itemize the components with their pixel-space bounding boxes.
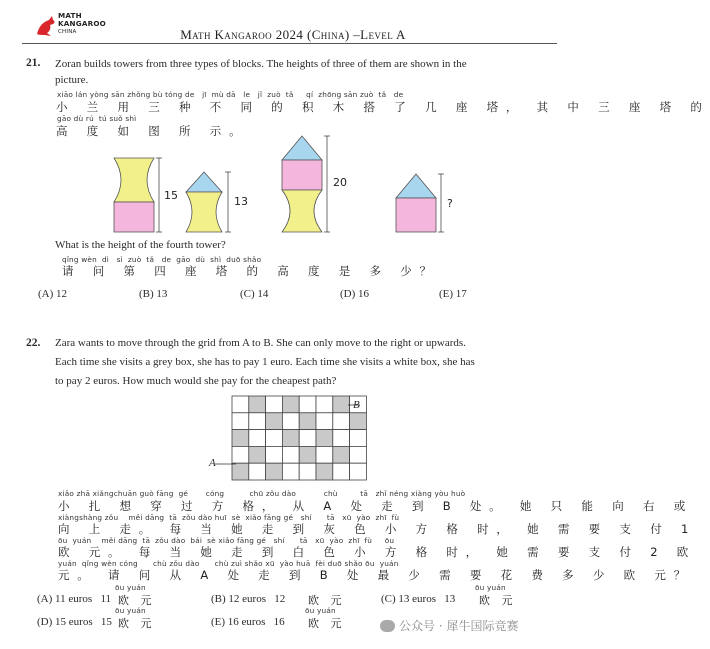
q22-pinyin-line2: xiàngshàng zǒu měi dāng tā zǒu dào huī sè xiǎo fāng gé shí tā xū yào zhī fù [58,513,400,522]
option-d-chinese: 欧 元 [118,617,156,630]
q22-pinyin-line4: yuán qǐng wèn cóng chù zǒu dào chù zuì shǎo xū yào huā fèi duō shǎo ōu yuán [58,559,399,568]
grid-cell [249,430,266,447]
option-b-text: (B) 12 euros 12 [211,593,286,605]
tower-4 [396,174,453,232]
grid-cell [299,396,316,413]
option-c-chinese: 欧 元 [479,594,517,607]
grid-cell [249,413,266,430]
q22-chinese-line3: 欧 元。 每 当 她 走 到 白 色 小 方 格 时， 她 需 要 支 付 2 欧 [58,545,697,559]
q21-chinese-line2: 高 度 如 图 所 示。 [56,124,249,138]
grid-cell [333,446,350,463]
option-e-chinese: 欧 元 [308,617,346,630]
q21-option-b[interactable]: (B) 13 [139,288,168,300]
q21-option-e[interactable]: (E) 17 [439,288,467,300]
tower4-height-label: ? [447,197,453,210]
grid-cell [266,446,283,463]
tower4-pink-block [396,198,436,232]
grid-cell [282,396,299,413]
grid-cell [282,463,299,480]
q22-option-e[interactable] [211,606,391,634]
grid-cell [316,446,333,463]
grid-cell [282,413,299,430]
grid-cell [232,430,249,447]
q22-text-line1: Zara wants to move through the grid from A to B. She can only move to the right or upwards. [55,337,466,349]
grid-cell [316,463,333,480]
q22-text-line3: to pay 2 euros. How much would she pay for the cheapest path? [55,375,337,387]
grid-cell [282,446,299,463]
q21-text-line2: picture. [55,74,89,86]
grid-cell [350,463,367,480]
grid-cell [316,430,333,447]
q22-number: 22. [26,337,41,349]
grid-cell [266,396,283,413]
header-divider [22,43,557,44]
grid-cell [333,463,350,480]
grid-cells [232,396,366,480]
q21-option-c[interactable]: (C) 14 [240,288,269,300]
q21-question-text: What is the height of the fourth tower? [55,239,226,251]
grid-cell [266,463,283,480]
grid-cell [316,413,333,430]
tower2-height-label: 13 [234,195,248,208]
option-a-text: (A) 11 euros 11 [37,593,112,605]
q22-pinyin-line3: ōu yuán měi dāng tā zǒu dào bái sè xiǎo fāng gé shí tā xū yào zhī fù ōu [58,536,395,545]
q21-option-d[interactable]: (D) 16 [340,288,370,300]
page-title: Math Kangaroo 2024 (China) –Level A [180,27,406,42]
logo-line-kangaroo: KANGAROO [58,19,106,28]
grid-label-a: A [209,457,216,469]
tower3-yellow-block [282,190,322,232]
tower4-blue-block [396,174,436,198]
grid-cell [333,413,350,430]
q21-option-a[interactable]: (A) 12 [38,288,68,300]
option-b-pinyin: ōu yuán [305,606,336,615]
grid-cell [249,446,266,463]
tower1-height-label: 15 [164,189,178,202]
grid-label-b: B [353,399,360,411]
grid-cell [350,430,367,447]
q21-towers-figure [110,136,470,236]
q21-pinyin-line2: gāo dù rú tú suǒ shì [57,114,137,123]
tower3-blue-block [282,136,322,160]
q22-option-d[interactable] [37,606,217,634]
grid-cell [299,430,316,447]
grid-cell [232,463,249,480]
grid-cell [350,413,367,430]
tower3-pink-block [282,160,322,190]
grid-cell [232,396,249,413]
grid-cell [266,430,283,447]
grid-cell [299,446,316,463]
logo-line-math: MATH [58,11,82,20]
grid-cell [232,446,249,463]
grid-cell [299,463,316,480]
logo-line-china: CHINA [58,29,77,35]
grid-cell [333,396,350,413]
option-a-chinese: 欧 元 [118,594,156,607]
q22-option-c[interactable] [381,583,561,611]
grid-cell [232,413,249,430]
grid-cell [282,430,299,447]
option-e-text: (E) 16 euros 16 [211,616,285,628]
option-d-text: (D) 15 euros 15 [37,616,112,628]
option-d-pinyin: ōu yuán [115,606,146,615]
tower2-yellow-block [186,192,222,232]
wechat-icon [380,620,395,632]
q22-chinese-line2: 向 上 走。 每 当 她 走 到 灰 色 小 方 格 时， 她 需 要 支 付 1 [58,522,697,536]
q21-chinese-line3: 请 问 第 四 座 塔 的 高 度 是 多 少？ [62,264,439,278]
grid-cell [249,463,266,480]
q21-chinese-line1: 小 兰 用 三 种 不 同 的 积 木 搭 了 几 座 塔， 其 中 三 座 塔 的 [56,100,710,114]
option-b-chinese: 欧 元 [308,594,346,607]
q22-pinyin-line1: xiǎo zhā xiǎngchuān guò fāng gé cóng chū zǒu dào chù tā zhǐ néng xiàng yòu huò [58,489,466,498]
grid-cell [333,430,350,447]
grid-cell [350,446,367,463]
grid-cell [316,396,333,413]
grid-cell [266,413,283,430]
tower-1 [114,158,178,232]
option-c-text: (C) 13 euros 13 [381,593,456,605]
q21-text-line1: Zoran builds towers from three types of blocks. The heights of three of them are shown in the [55,58,467,70]
watermark: 公众号 · 犀牛国际竞赛 [380,617,518,634]
option-a-pinyin: ōu yuán [115,583,146,592]
tower3-height-label: 20 [333,176,347,189]
grid-cell [249,396,266,413]
tower-3 [282,136,347,232]
tower1-yellow-block [114,158,154,202]
q22-grid [208,392,358,486]
tower-2 [186,172,248,232]
q21-number: 21. [26,57,41,69]
q22-chinese-line4: 元。 请 问 从 A 处 走 到 B 处 最 少 需 要 花 费 多 少 欧 元？ [58,568,694,582]
q22-chinese-line1: 小 扎 想 穿 过 方 格， 从 A 处 走 到 B 处。 她 只 能 向 右 或 [58,499,694,513]
option-c-pinyin: ōu yuán [475,583,506,592]
tower2-blue-block [186,172,222,192]
tower1-pink-block [114,202,154,232]
grid-cell [299,413,316,430]
q21-pinyin-line1: xiāo lán yòng sān zhǒng bù tóng de jī mù dā le jǐ zuò tǎ qí zhōng sān zuò tǎ de [57,90,404,99]
q21-pinyin-line3: qǐng wèn dì sì zuò tǎ de gāo dù shì duō shǎo [62,255,262,264]
q22-text-line2: Each time she visits a grey box, she has to pay 1 euro. Each time she visits a white box, she has [55,356,475,368]
